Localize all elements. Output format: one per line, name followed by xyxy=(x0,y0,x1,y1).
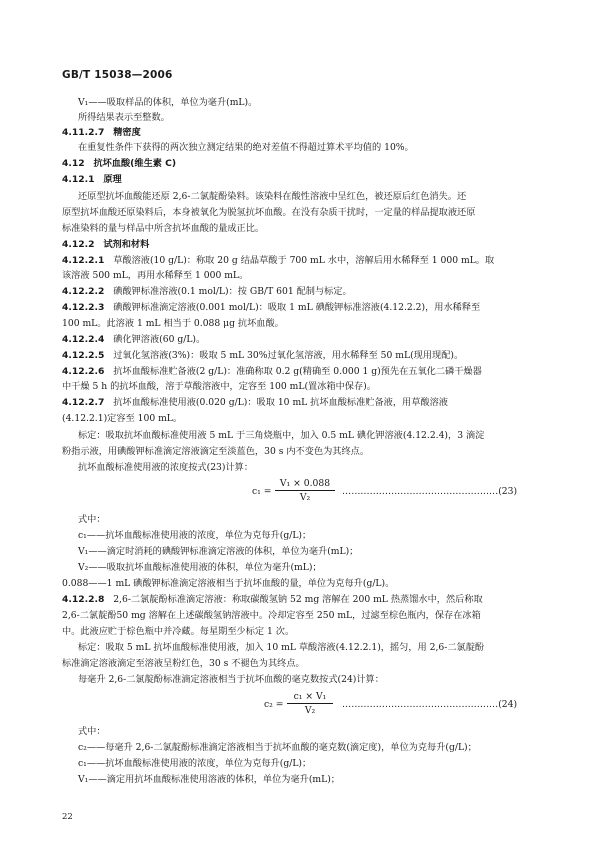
reagent-4-12-2-8 xyxy=(62,594,483,606)
reagent-4-12-2-3 xyxy=(62,302,480,314)
equation-number: ……………………………………………(24) xyxy=(342,699,518,710)
reagent-4-12-2-2 xyxy=(62,286,352,298)
precision-text: 在重复性条件下获得的两次独立测定结果的绝对差值不得超过算术平均值的 10%。 xyxy=(78,142,414,153)
section-title: 试剂和材料 xyxy=(103,239,150,250)
calibration-line: 标定：吸取 5 mL 抗坏血酸标准使用液，加入 10 mL 草酸溶液(4.12.2.1)，摇匀，用 2,6-二氯靛酚 xyxy=(78,642,485,653)
item-text: 草酸溶液(10 g/L)：称取 20 g 结晶草酸于 700 mL 水中，溶解后用水稀释至 1 000 mL。取 xyxy=(113,255,495,266)
fraction-bar xyxy=(287,703,333,704)
item-number: 4.12.2.4 xyxy=(62,334,105,345)
definition-item: 0.088——1 mL 碘酸钾标准滴定溶液相当于抗坏血酸的量，单位为克每升(g/L)。 xyxy=(62,578,395,589)
formula-intro: 抗坏血酸标准使用液的浓度按式(23)计算： xyxy=(78,462,254,473)
item-number: 4.12.2.7 xyxy=(62,397,105,408)
numerator: c₁ × V₁ xyxy=(293,691,327,702)
calibration-line: 粉指示液，用碘酸钾标准滴定溶液滴定至淡蓝色，30 s 内不变色为其终点。 xyxy=(62,446,370,457)
item-number: 4.12.2.1 xyxy=(62,255,105,266)
reagent-line: 2,6-二氯靛酚50 mg 溶解在上述碳酸氢钠溶液中。冷却定容至 250 mL，过滤至棕色瓶内，保存在冰箱 xyxy=(62,610,481,621)
item-number: 4.12.2.2 xyxy=(62,286,105,297)
equation-number: ……………………………………………(23) xyxy=(342,486,518,497)
item-text: 碘酸钾标准溶液(0.1 mol/L)：按 GB/T 601 配制与标定。 xyxy=(113,286,352,297)
where-label: 式中： xyxy=(78,514,106,525)
section-title: 精密度 xyxy=(113,127,141,138)
principle-line: 标准染料的量与样品中所含抗坏血酸的量成正比。 xyxy=(62,223,265,234)
reagent-line: 100 mL。此溶液 1 mL 相当于 0.088 μg 抗坏血酸。 xyxy=(62,318,284,329)
denominator: V₂ xyxy=(299,492,311,503)
numerator: V₁ × 0.088 xyxy=(279,478,331,489)
definition-item: c₁——抗坏血酸标准使用液的浓度，单位为克每升(g/L)； xyxy=(78,758,312,769)
result-note: 所得结果表示至整数。 xyxy=(78,112,170,123)
reagent-4-12-2-4 xyxy=(62,334,205,346)
reagent-line: 中干燥 5 h 的抗坏血酸，溶于草酸溶液中，定容至 100 mL(置冰箱中保存)。 xyxy=(62,381,376,392)
fraction xyxy=(275,478,335,502)
item-number: 4.12.2.3 xyxy=(62,302,105,313)
item-text: 抗坏血酸标准贮备液(2 g/L)：准确称取 0.2 g(精确至 0.000 1 g)预先在五氧化二磷干燥器 xyxy=(113,366,482,377)
section-4-12-heading xyxy=(62,158,176,170)
reagent-line: 该溶液 500 mL，再用水稀释至 1 000 mL。 xyxy=(62,270,249,281)
standard-header: GB/T 15038—2006 xyxy=(62,69,173,81)
section-number: 4.12.2 xyxy=(62,239,95,250)
section-title: 原理 xyxy=(103,174,122,185)
definition-item: V₁——滴定时消耗的碘酸钾标准滴定溶液的体积，单位为毫升(mL)； xyxy=(78,546,359,557)
item-text: 碘化钾溶液(60 g/L)。 xyxy=(113,334,206,345)
item-text: 碘酸钾标准滴定溶液(0.001 mol/L)：吸取 1 mL 碘酸钾标准溶液(4.12.2.2)，用水稀释至 xyxy=(113,302,481,313)
section-4-12-1-heading xyxy=(62,174,122,186)
v1-definition: V₁——吸取样品的体积，单位为毫升(mL)。 xyxy=(78,97,258,108)
section-number: 4.12.1 xyxy=(62,174,95,185)
equation-lhs: c₂ = xyxy=(264,699,284,710)
section-4-11-2-7-heading xyxy=(62,127,141,139)
page-number: 22 xyxy=(62,812,73,822)
principle-line: 原型抗坏血酸还原染料后，本身被氧化为脱氢抗坏血酸。在没有杂质干扰时，一定量的样品提取液还原 xyxy=(62,207,476,218)
reagent-4-12-2-5 xyxy=(62,350,463,362)
reagent-line: 中。此液应贮于棕色瓶中并冷藏。每星期至少标定 1 次。 xyxy=(62,626,295,637)
fraction xyxy=(287,691,333,715)
calibration-line: 标准滴定溶液滴定至溶液呈粉红色，30 s 不褪色为其终点。 xyxy=(62,658,305,669)
item-text: 抗坏血酸标准使用液(0.020 g/L)：吸取 10 mL 抗坏血酸标准贮备液，用草酸溶液 xyxy=(113,397,448,408)
section-number: 4.12 xyxy=(62,158,85,169)
reagent-4-12-2-1 xyxy=(62,255,494,267)
where-label: 式中： xyxy=(78,726,106,737)
reagent-4-12-2-6 xyxy=(62,366,482,378)
fraction-bar xyxy=(275,490,335,491)
definition-item: c₂——每毫升 2,6-二氯靛酚标准滴定溶液相当于抗坏血酸的毫克数(滴定度)，单位为克每升(g/L)； xyxy=(78,742,477,753)
principle-line: 还原型抗坏血酸能还原 2,6-二氯靛酚染料。该染料在酸性溶液中呈红色，被还原后红色消失。还 xyxy=(78,191,467,202)
item-number: 4.12.2.5 xyxy=(62,350,105,361)
section-title: 抗坏血酸(维生素 C) xyxy=(93,158,177,169)
section-4-12-2-heading xyxy=(62,239,149,251)
denominator: V₂ xyxy=(304,705,316,716)
definition-item: V₂——吸取抗坏血酸标准使用液的体积，单位为毫升(mL)； xyxy=(78,562,322,573)
formula-intro: 每毫升 2,6-二氯靛酚标准滴定溶液相当于抗坏血酸的毫克数按式(24)计算： xyxy=(78,674,384,685)
item-text: 过氧化氢溶液(3%)：吸取 5 mL 30%过氧化氢溶液，用水稀释至 50 mL(现用现配)。 xyxy=(113,350,464,361)
item-number: 4.12.2.8 xyxy=(62,594,105,605)
section-number: 4.11.2.7 xyxy=(62,127,105,138)
definition-item: V₁——滴定用抗坏血酸标准使用溶液的体积，单位为毫升(mL)； xyxy=(78,774,340,785)
definition-item: c₁——抗坏血酸标准使用液的浓度，单位为克每升(g/L)； xyxy=(78,530,312,541)
calibration-line: 标定：吸取抗坏血酸标准使用液 5 mL 于三角烧瓶中，加入 0.5 mL 碘化钾溶液(4.12.2.4)，3 滴淀 xyxy=(78,430,485,441)
reagent-line: (4.12.2.1)定容至 100 mL。 xyxy=(62,413,183,424)
reagent-4-12-2-7 xyxy=(62,397,448,409)
equation-lhs: c₁ = xyxy=(252,486,272,497)
item-text: 2,6-二氯靛酚标准滴定溶液：称取碳酸氢钠 52 mg 溶解在 200 mL 热蒸馏水中，然后称取 xyxy=(113,594,483,605)
item-number: 4.12.2.6 xyxy=(62,366,105,377)
